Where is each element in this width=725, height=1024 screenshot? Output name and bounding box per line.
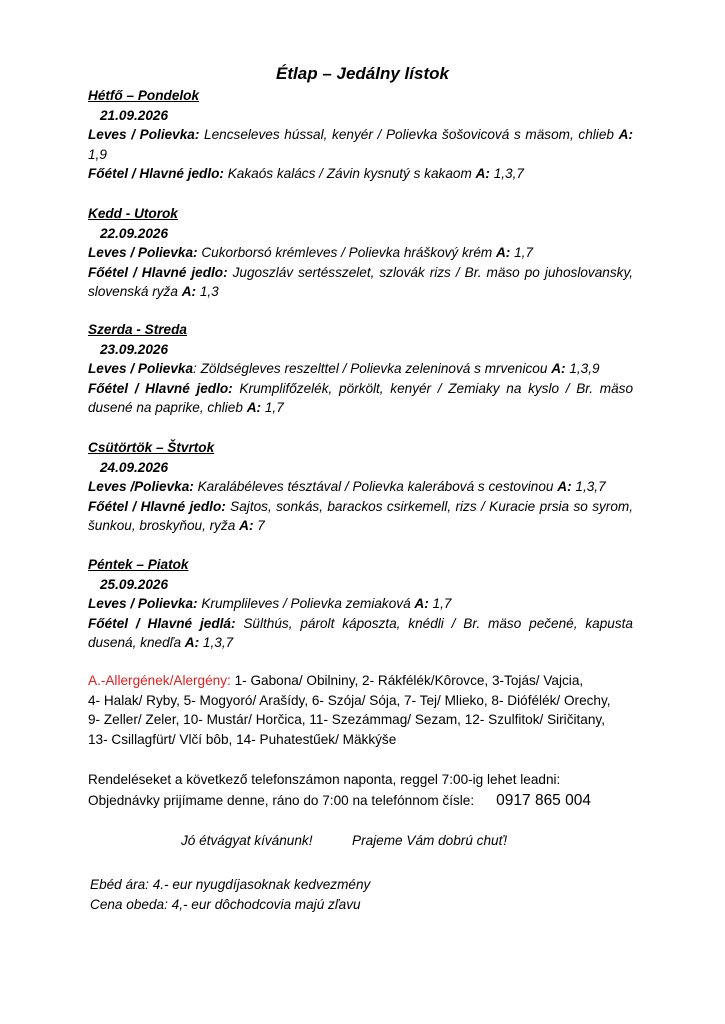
main-label: Főétel / Hlavné jedlo: [88,380,233,396]
allergen-codes: 1,3,9 [565,361,600,377]
allergen-codes: 1,7 [510,245,534,261]
main-line [88,164,633,184]
allergen-label: A: [557,479,572,495]
day-heading: Csütörtök – Štvrtok [88,440,215,455]
main-label: Főétel / Hlavné jedlo: [88,166,224,182]
order-text-hu: Rendeléseket a következő telefonszámon naponta, reggel 7:00-ig lehet leadni: [88,772,561,787]
order-line-sk [88,791,668,812]
allergen-label: A: [414,596,429,612]
soup-text: Lencseleves hússal, kenyér / Polievka šošovicová s mäsom, chlieb [199,127,619,143]
day-block-thursday [88,438,633,536]
page-title: Étlap – Jedálny lístok [276,64,449,83]
allergen-codes: 1,7 [261,400,284,416]
day-block-wednesday [88,320,633,418]
allergen-line-3: 9- Zeller/ Zeler, 10- Mustár/ Horčica, 11- Szezámmag/ Sezam, 12- Szulfitok/ Siričitany, [88,712,605,728]
main-line [88,614,633,653]
soup-label: Leves / Polievka: [88,596,198,612]
phone-number: 0917 865 004 [496,791,591,809]
soup-label: Leves / Polievka [88,361,194,377]
soup-text: Cukorborsó krémleves / Polievka hráškový krém [197,245,496,261]
allergen-codes: 7 [253,518,265,534]
allergen-line-2: 4- Halak/ Ryby, 5- Mogyoró/ Arašídy, 6- Szója/ Sója, 7- Tej/ Mlieko, 8- Diófélék/ Orechy, [88,692,611,708]
main-text: Sajtos, sonkás, barackos csirkemell, rizs / Kuracie prsia so syrom, šunkou, broskyňou, ryža [88,498,633,534]
main-label: Főétel / Hlavné jedlo: [88,498,226,514]
day-heading: Péntek – Piatok [88,557,189,572]
allergen-label: A: [618,127,633,143]
main-text: Krumplifőzelék, pörkölt, kenyér / Zemiaky na kyslo / Br. mäso dusené na paprike, chlieb [88,380,633,416]
main-text: Sülthús, párolt káposzta, knédli / Br. mäso pečené, kapusta dusená, knedľa [88,615,633,651]
allergen-label: A: [184,635,200,651]
allergen-codes: 1,3,7 [199,635,234,651]
allergen-codes: 1,3 [196,284,219,300]
allergen-line-1 [88,671,648,691]
allergen-label: A: [495,245,511,261]
allergen-codes: 1,3,7 [571,479,606,495]
main-label: Főétel / Hlavné jedlo: [88,264,228,280]
wish-sk: Prajeme Vám dobrú chuť! [352,833,508,848]
order-info [88,770,668,811]
allergen-text: 1- Gabona/ Obilniny, 2- Rákfélék/Kôrovce, 3-Tojás/ Vajcia, [230,673,584,688]
allergen-line-4: 13- Csillagfürt/ Vlčí bôb, 14- Puhatestűek/ Mäkkýše [88,731,397,747]
soup-line [88,125,633,164]
allergen-label: A: [475,166,490,182]
wish-hu: Jó étvágyat kívánunk! [181,833,313,848]
price-info [90,875,370,914]
main-line [88,379,633,418]
soup-text: Karalábéleves tésztával / Polievka kalerábová s cestovinou [193,479,558,495]
day-heading: Hétfő – Pondelok [88,88,200,103]
main-line [88,263,633,302]
soup-line [88,477,633,497]
day-date: 23.09.2026 [100,341,169,357]
day-block-monday [88,86,633,184]
soup-label: Leves / Polievka: [88,245,198,261]
day-date: 21.09.2026 [100,107,169,123]
soup-text: Krumplileves / Polievka zemiaková [197,596,415,612]
day-date: 24.09.2026 [100,459,169,475]
allergen-codes: 1,3,7 [489,166,524,182]
main-line [88,497,633,536]
allergen-label: A: [239,518,254,534]
soup-line [88,359,633,379]
day-date: 25.09.2026 [100,576,169,592]
day-date: 22.09.2026 [100,225,169,241]
day-heading: Kedd - Utorok [88,206,178,221]
allergen-label: A: [181,284,197,300]
main-label: Főétel / Hlavné jedlá: [88,615,236,631]
order-text-sk: Objednávky prijímame denne, ráno do 7:00 na telefónnom čísle: [88,792,475,808]
day-heading: Szerda - Streda [88,322,187,337]
main-text: Kakaós kalács / Závin kysnutý s kakaom [223,166,476,182]
soup-text: : Zöldségleves reszelttel / Polievka zeleninová s mrvenicou [193,361,552,377]
price-sk: Cena obeda: 4,- eur dôchodcovia majú zľavu [90,896,361,912]
soup-label: Leves /Polievka: [88,479,194,495]
main-text: Jugoszláv sertésszelet, szlovák rizs / Br. mäso po juhoslovansky, slovenská ryža [88,264,634,300]
allergen-heading: A.-Allergének/Alergény: [88,673,231,688]
allergen-codes: 1,9 [88,146,107,162]
allergen-label: A: [246,400,262,416]
allergen-legend [88,671,648,749]
soup-line [88,594,633,614]
allergen-codes: 1,7 [428,596,452,612]
soup-line [88,243,633,263]
price-hu: Ebéd ára: 4.- eur nyugdíjasoknak kedvezmény [90,877,371,892]
allergen-label: A: [551,361,566,377]
soup-label: Leves / Polievka: [88,127,200,143]
day-block-friday [88,555,633,653]
day-block-tuesday [88,204,633,302]
